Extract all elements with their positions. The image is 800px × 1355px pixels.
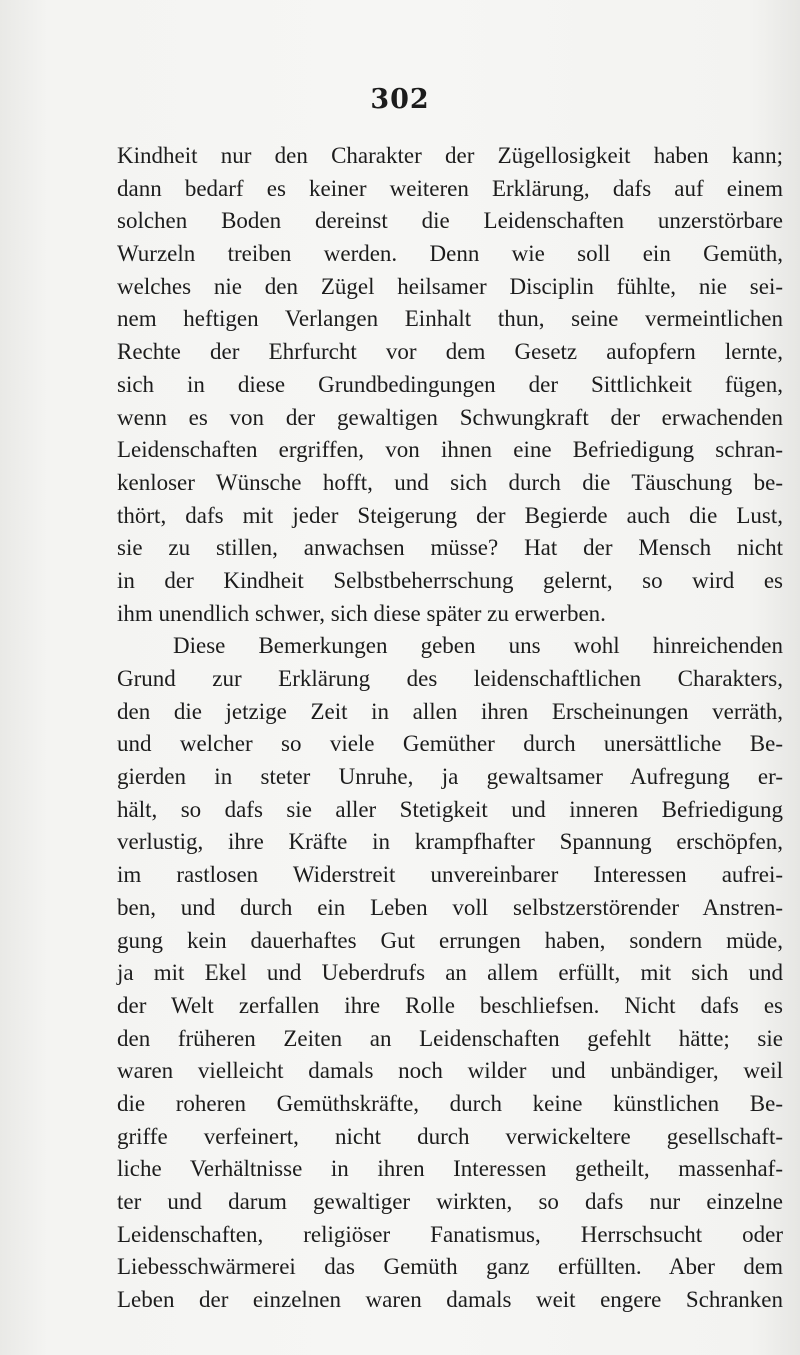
text-line: Leidenschaften ergriffen, von ihnen eine Befriedigung schran- [117,437,783,463]
text-line: welches nie den Zügel heilsamer Disciplin fühlte, nie sei- [117,273,783,299]
text-line: griffe verfeinert, nicht durch verwickeltere gesellschaft- [117,1123,783,1149]
body-text [117,140,783,1317]
text-line: kenloser Wünsche hofft, und sich durch die Täuschung be- [117,469,783,495]
text-line: Wurzeln treiben werden. Denn wie soll ein Gemüth, [117,241,783,267]
text-line: ben, und durch ein Leben voll selbstzerstörender Anstren- [117,894,783,920]
text-line: der Welt zerfallen ihre Rolle beschliefsen. Nicht dafs es [117,992,783,1018]
text-line: Rechte der Ehrfurcht vor dem Gesetz aufopfern lernte, [117,339,783,365]
text-line: sich in diese Grundbedingungen der Sittlichkeit fügen, [117,371,783,397]
page-number: 302 [370,84,430,115]
paragraph-2 [117,630,783,1316]
text-line: thört, dafs mit jeder Steigerung der Begierde auch die Lust, [117,502,783,528]
text-line: liche Verhältnisse in ihren Interessen getheilt, massenhaf- [117,1156,783,1182]
text-line: und welcher so viele Gemüther durch unersättliche Be- [117,731,783,757]
text-line: gung kein dauerhaftes Gut errungen haben, sondern müde, [117,927,783,953]
text-line: hält, so dafs sie aller Stetigkeit und inneren Befriedigung [117,796,783,822]
text-line: ja mit Ekel und Ueberdrufs an allem erfüllt, mit sich und [117,960,783,986]
text-line: ter und darum gewaltiger wirkten, so dafs nur einzelne [117,1189,783,1214]
text-line: gierden in steter Unruhe, ja gewaltsamer Aufregung er- [117,764,783,790]
text-line: Grund zur Erklärung des leidenschaftlichen Charakters, [117,666,783,691]
text-line: Diese Bemerkungen geben uns wohl hinreichenden [173,633,783,659]
text-line: den die jetzige Zeit in allen ihren Erscheinungen verräth, [117,698,783,724]
text-line: Liebesschwärmerei das Gemüth ganz erfüllten. Aber dem [117,1254,783,1280]
text-line: sie zu stillen, anwachsen müsse? Hat der Mensch nicht [117,535,783,561]
text-line: dann bedarf es keiner weiteren Erklärung, dafs auf einem [117,175,783,201]
text-line: verlustig, ihre Kräfte in krampfhafter Spannung erschöpfen, [117,829,783,855]
text-line: die roheren Gemüthskräfte, durch keine künstlichen Be- [117,1090,783,1116]
text-line: Kindheit nur den Charakter der Zügellosigkeit haben kann; [117,143,783,168]
text-line: nem heftigen Verlangen Einhalt thun, seine vermeintlichen [117,306,783,332]
paragraph-1 [117,140,783,630]
text-line: Leidenschaften, religiöser Fanatismus, Herrschsucht oder [117,1221,783,1247]
text-line: im rastlosen Widerstreit unvereinbarer Interessen aufrei- [117,862,783,888]
text-line: waren vielleicht damals noch wilder und unbändiger, weil [117,1058,783,1084]
text-line: wenn es von der gewaltigen Schwungkraft der erwachenden [117,404,783,430]
text-line: den früheren Zeiten an Leidenschaften gefehlt hätte; sie [117,1025,783,1051]
text-line: in der Kindheit Selbstbeherrschung gelernt, so wird es [117,567,783,593]
text-line: ihm unendlich schwer, sich diese später zu erwerben. [117,600,606,626]
text-line: Leben der einzelnen waren damals weit engere Schranken [117,1287,783,1313]
text-line: solchen Boden dereinst die Leidenschaften unzerstörbare [117,208,783,234]
